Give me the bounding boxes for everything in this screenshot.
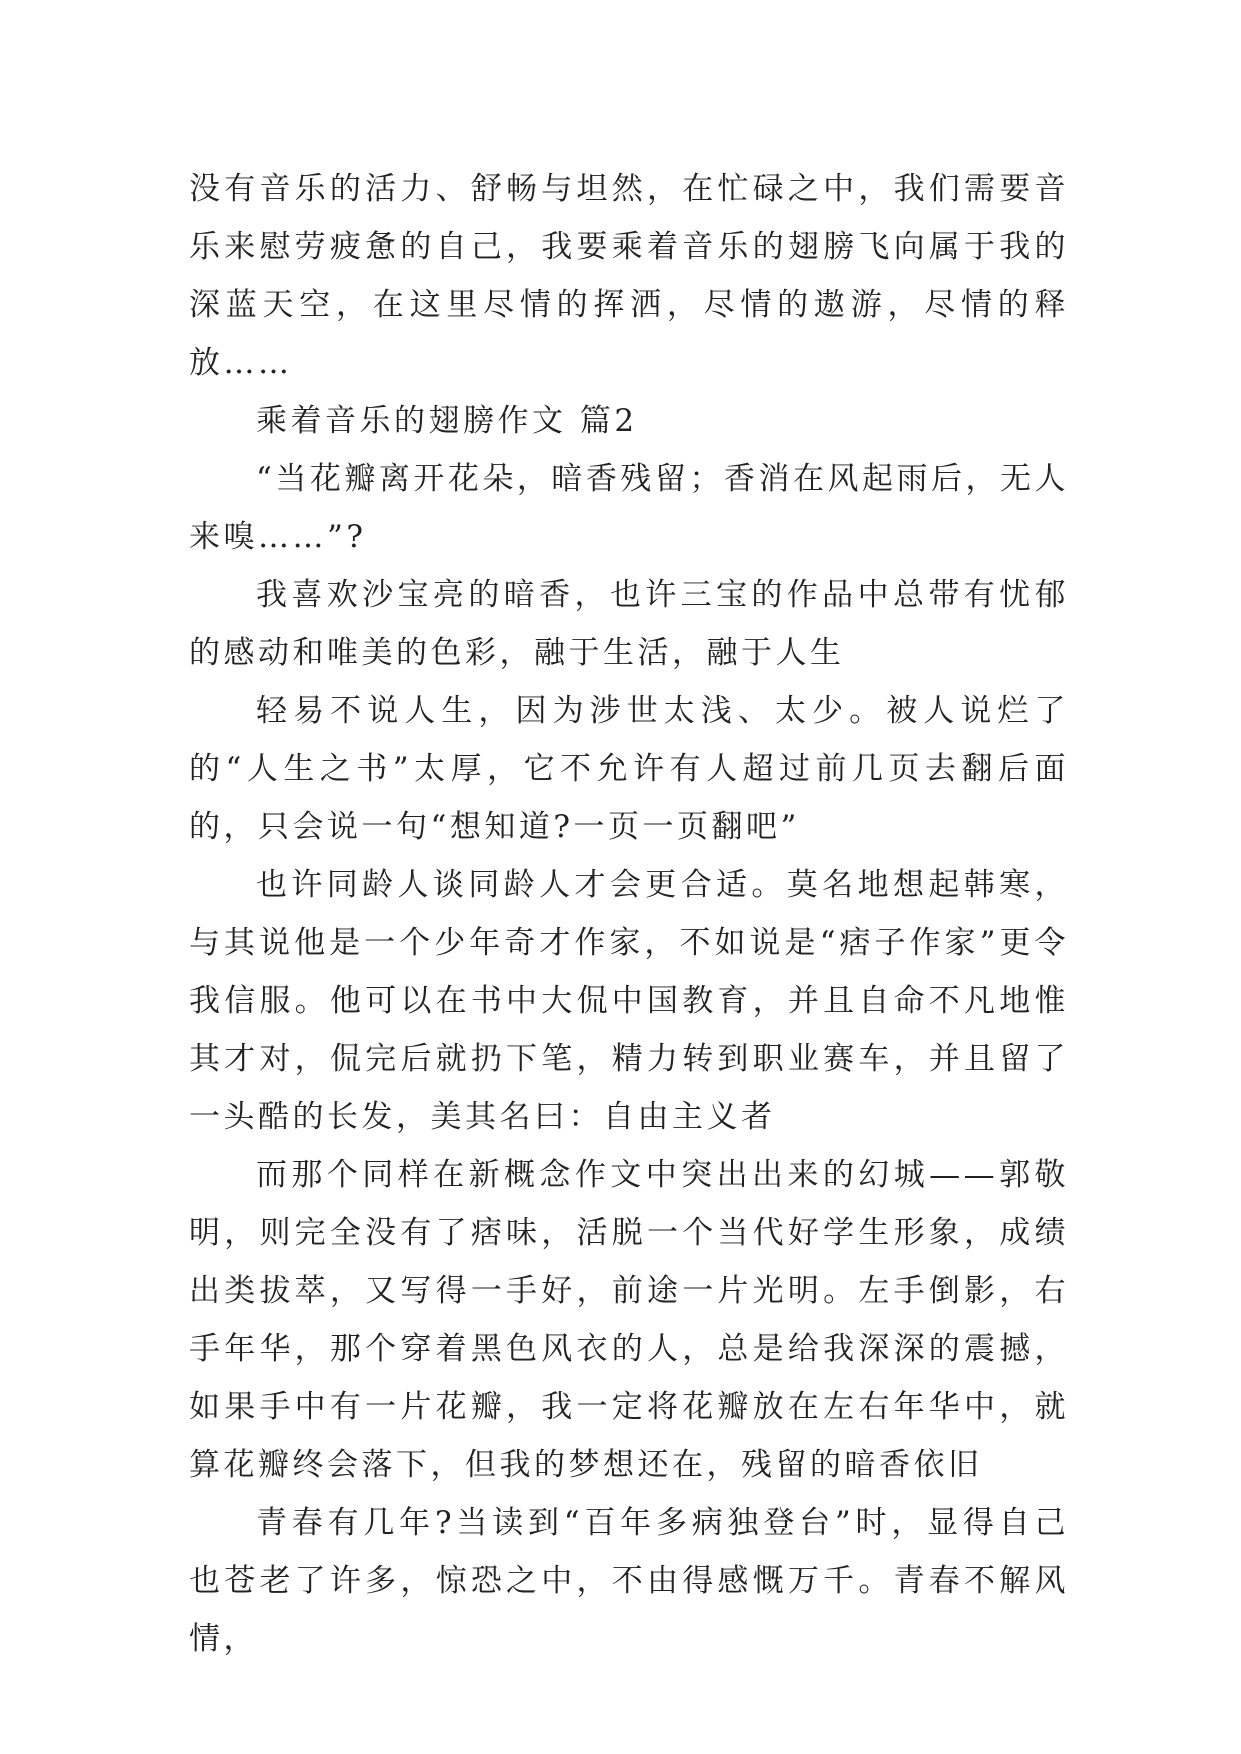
paragraph-closing-text: 没有音乐的活力、舒畅与坦然，在忙碌之中，我们需要音乐来慰劳疲惫的自己，我要乘着音乐的翅膀飞向属于我的深蓝天空，在这里尽情的挥洒，尽情的遨游，尽情的释放…… bbox=[189, 171, 1069, 381]
paragraph-youth: 青春有几年?当读到“百年多病独登台”时，显得自己也苍老了许多，惊恐之中，不由得感慨万千。青春不解风情， bbox=[189, 1505, 1069, 1657]
paragraph-guo-jingming: 而那个同样在新概念作文中突出出来的幻城——郭敬明，则完全没有了痞味，活脱一个当代好学生形象，成绩出类拔萃，又写得一手好，前途一片光明。左手倒影，右手年华，那个穿着黑色风衣的人，总是给我深深的震撼，如果手中有一片花瓣，我一定将花瓣放在左右年华中，就算花瓣终会落下，但我的梦想还在，残留的暗香依旧 bbox=[189, 1157, 1069, 1483]
paragraph-life-book: 轻易不说人生，因为涉世太浅、太少。被人说烂了的“人生之书”太厚，它不允许有人超过前几页去翻后面的，只会说一句“想知道?一页一页翻吧” bbox=[189, 693, 1069, 845]
paragraph-han-han: 也许同龄人谈同龄人才会更合适。莫名地想起韩寒，与其说他是一个少年奇才作家，不如说是“痞子作家”更令我信服。他可以在书中大侃中国教育，并且自命不凡地惟其才对，侃完后就扔下笔，精力转到职业赛车，并且留了一头酷的长发，美其名曰：自由主义者 bbox=[189, 867, 1069, 1135]
paragraph-lyric-quote: “当花瓣离开花朵，暗香残留；香消在风起雨后，无人来嗅……”? bbox=[189, 461, 1069, 555]
document-body bbox=[189, 160, 1069, 1668]
essay-title: 乘着音乐的翅膀作文 篇2 bbox=[256, 403, 638, 439]
paragraph-sha-baoliang: 我喜欢沙宝亮的暗香，也许三宝的作品中总带有忧郁的感动和唯美的色彩，融于生活，融于人生 bbox=[189, 577, 1069, 671]
